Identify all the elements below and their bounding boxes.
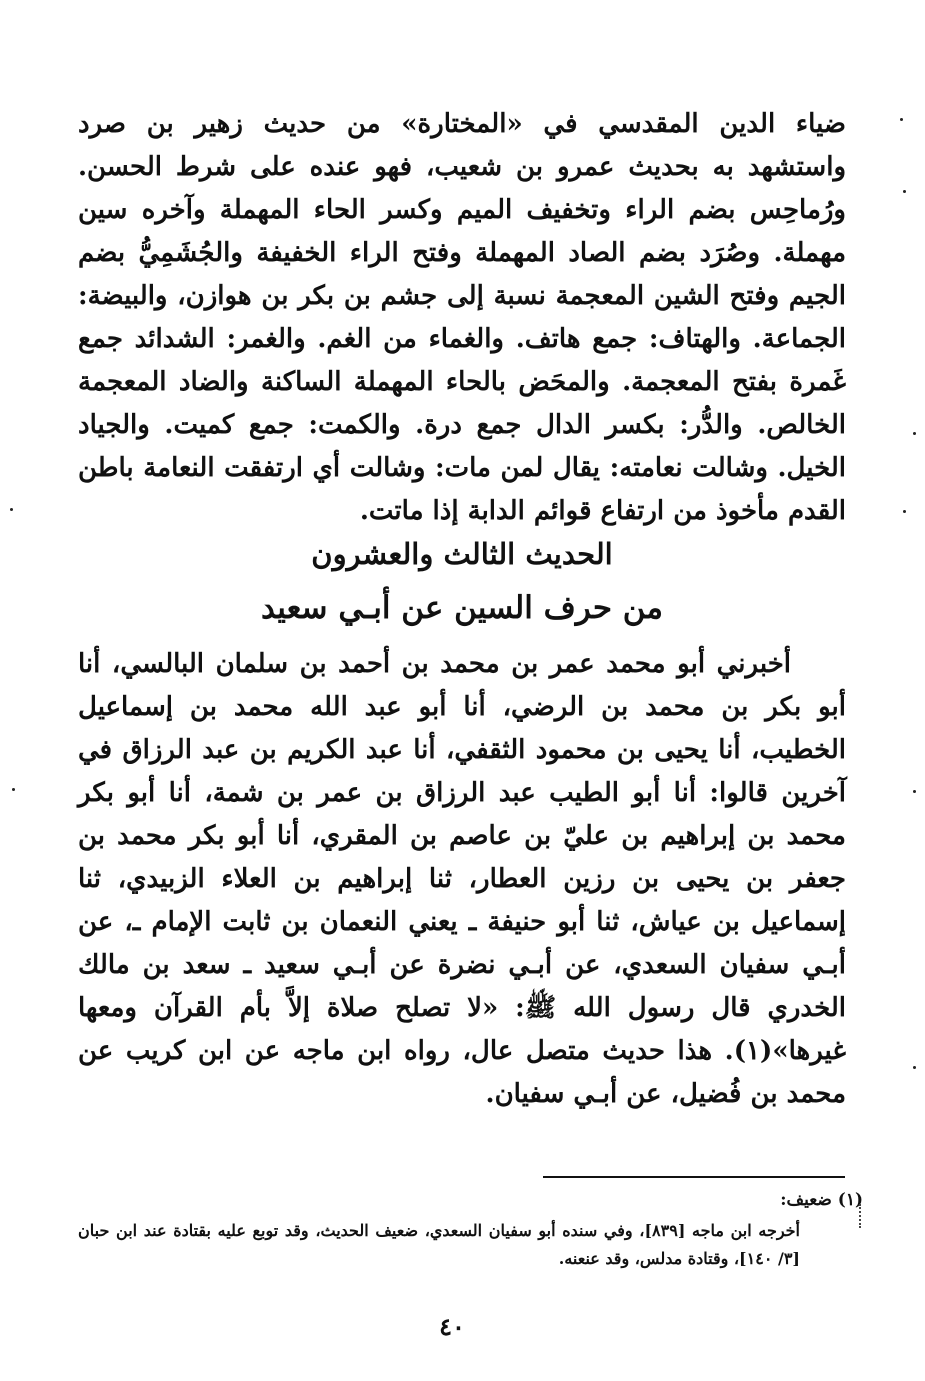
margin-dot xyxy=(913,432,916,435)
margin-dot xyxy=(10,508,13,511)
body-paragraph-1: ضياء الدين المقدسي في «المختارة» من حديث زهير بن صرد واستشهد به بحديث عمرو بن شعيب، فهو عنده على شرط الحسن. ورُماحِس بضم الراء وتخفيف الميم وكسر الحاء المهملة وآخره سين مهملة. وصُرَد بضم الصاد المهملة وفتح الراء الخفيفة والجُشَمِيُّ بضم الجيم وفتح الشين المعجمة نسبة إلى جشم بن بكر بن هوازن، والبيضة: الجماعة. والهتاف: جمع هاتف. والغماء من الغم. والغمر: الشدائد جمع غَمرة بفتح المعجمة. والمحَض بالحاء المهملة الساكنة والضاد المعجمة الخالص. والدُّر: بكسر الدال جمع درة. والكمت: جمع كميت. والجياد الخيل. وشالت نعامته: يقال لمن مات: وشالت أي ارتفقت النعامة باطن القدم مأخوذ من ارتفاع قوائم الدابة إذا ماتت. xyxy=(78,109,846,526)
body-paragraph-2: أخبرني أبو محمد عمر بن محمد بن أحمد بن سلمان البالسي، أنا أبو بكر بن محمد بن الرضي، أنا أبو عبد الله محمد بن إسماعيل الخطيب، أنا يحيى بن محمود الثقفي، أنا عبد الكريم بن عبد الرزاق في آخرين قالوا: أنا أبو الطيب عبد الرزاق بن عمر بن شمة، أنا أبو بكر محمد بن إبراهيم بن عليّ بن عاصم بن المقري، أنا أبو بكر محمد بن جعفر بن يحيى بن رزين العطار، ثنا إبراهيم بن العلاء الزبيدي، ثنا إسماعيل بن عياش، ثنا أبو حنيفة ـ يعني النعمان بن ثابت الإمام ـ، عن أبـي سفيان السعدي، عن أبـي نضرة عن أبـي سعيد ـ سعد بن مالك الخدري قال رسول الله ﷺ: «لا تصلح صلاة إلاَّ بأم القرآن ومعها غيرها»(١). هذا حديث متصل عال، رواه ابن ماجه عن ابن كريب عن محمد بن فُضيل، عن أبـي سفيان. xyxy=(78,649,846,1109)
margin-dot xyxy=(903,510,906,513)
hadith-heading: الحديث الثالث والعشرون xyxy=(311,537,613,571)
footnote-label: (١) ضعيف: xyxy=(780,1190,863,1210)
page-number: ٤٠ xyxy=(439,1312,465,1341)
margin-dot xyxy=(913,790,916,793)
margin-dot xyxy=(913,1066,916,1069)
margin-dot xyxy=(12,788,15,791)
footnote-text: أخرجه ابن ماجه [٨٣٩]، وفي سنده أبو سفيان السعدي، ضعيف الحديث، وقد توبع عليه بقتادة عند ابن حبان [٣/ ١٤٠]، وقتادة مدلس، وقد عنعنه. xyxy=(78,1221,801,1268)
hadith-subheading: من حرف السين عن أبـي سعيد xyxy=(260,590,664,626)
margin-dot xyxy=(903,190,906,193)
footnote-margin-mark xyxy=(859,1204,863,1228)
margin-dot xyxy=(900,118,903,121)
footnote-divider xyxy=(543,1176,845,1178)
